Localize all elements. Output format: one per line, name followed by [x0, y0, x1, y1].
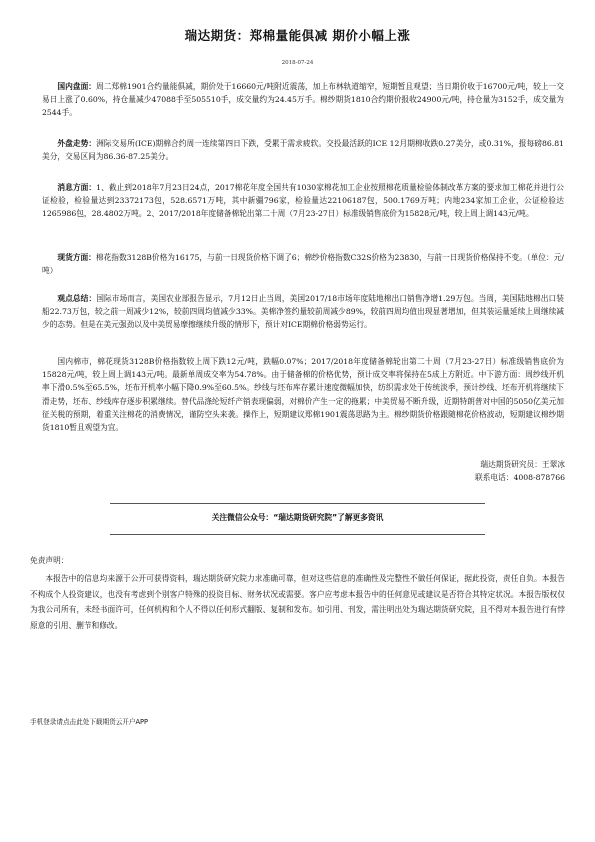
section-label: 观点总结： — [57, 294, 97, 303]
section-label: 国内盘面： — [57, 82, 97, 91]
section-text: 国际市场而言，美国农业部报告显示，7月12日止当周，美国2017/18市场年度陆地棉出口销售净增1.29万包。当周，美国陆地棉出口装船22.73万包，较之前一周减少12%，较前四周均值减少33%。美棉净签约量较前周减少89%，较前四周均值出现显著增加，但其装运量延续上周继续减少的态势。但是在美元强劲以及中美贸易摩擦继续升级的情形下，预计对ICE期棉价格弱势运行。 — [42, 294, 564, 330]
section-label: 外盘走势： — [57, 139, 97, 148]
section-text: 洲际交易所(ICE)期棉合约周一连续第四日下跌，受累于需求疲软。交投最活跃的ICE 12月期棉收跌0.27美分，或0.31%，报每磅86.81美分，交易区间为86.36-87.25美分。 — [42, 139, 564, 162]
divider-bottom — [110, 534, 485, 535]
app-download-link[interactable]: 手机登录请点击此处下载期货云开户APP — [30, 718, 148, 726]
analysis-paragraph: 国内棉市，棉花现货3128B价格指数较上周下跌12元/吨，跌幅0.07%；2017/2018年度储备棉轮出第二十周（7月23-27日）标准级销售底价为15828元/吨，较上周上调143元/吨。最新单周成交率为54.78%。由于储备棉的价格优势，预计成交率将保持在5成上方附近。中下游方面：周纱线开机率下滑0.5%至65.5%，坯布开机率小幅下降0.9%至60.5%。纱线与坯布库存累计速度微幅加快，纺织需求处于传统淡季，预计纱线、坯布开机将继续下滑走势，坯布、纱线库存逐步积累继续。替代品涤纶短纤产销表现偏弱，对棉价产生一定的拖累；中美贸易不断升级，近期特朗普对中国的5050亿美元加征关税的预期，着重关注棉花的消费情况，谨防空头来袭。操作上，短期建议郑棉1901震荡思路为主。棉纱期货价格跟随棉花价格波动，短期建议棉纱期货1810暂且观望为宜。 — [42, 357, 564, 433]
section-text: 1、截止到2018年7月23日24点，2017棉花年度全国共有1030家棉花加工企业按照棉花质量检验体制改革方案的要求加工棉花并进行公证检验，检验量达到23372173包，528.6571万吨，其中新疆796家，检验量达22106187包，500.1769万吨；内地234家加工企业，公证检验达1265986包，28.4802万吨。2、2017/2018年度储备棉轮出第二十周（7月23-27日）标准级销售底价为15828元/吨，较上周上调143元/吨。 — [42, 183, 564, 219]
section-label: 现货方面： — [57, 253, 96, 262]
section-text: 周二郑棉1901合约量能俱减，期价处于16660元/吨附近震荡，加上布林轨道缩窄，短期暂且观望；当日期价收于16700元/吨，较上一交易日上涨了0.60%，持仓量减少47088手至505510手，成交量约为24.45万手。棉纱期货1810合约期价报收24900元/吨，持仓量为3152手，成交量为2544手。 — [42, 82, 564, 118]
researcher-name: 瑞达期货研究员：王翠冰 — [480, 460, 565, 469]
section-news — [42, 181, 564, 221]
disclaimer-heading: 免责声明： — [30, 556, 69, 565]
section-domestic — [42, 80, 564, 120]
contact-phone: 联系电话：4008-878766 — [475, 473, 565, 482]
report-title: 瑞达期货：郑棉量能俱减 期价小幅上涨 — [184, 28, 411, 43]
section-summary — [42, 292, 564, 332]
section-text: 棉花指数3128B价格为16175，与前一日现货价格下调了6；棉纱价格指数C32S价格为23830，与前一日现货价格保持不变。（单位：元/吨） — [42, 253, 564, 276]
section-overseas — [42, 137, 564, 163]
section-label: 消息方面： — [57, 183, 97, 192]
disclaimer-text: 本报告中的信息均来源于公开可获得资料，瑞达期货研究院力求准确可靠，但对这些信息的准确性及完整性不做任何保证，据此投资，责任自负。本报告不构成个人投资建议，也没有考虑到个别客户特殊的投资目标、财务状况或需要。客户应考虑本报告中的任何意见或建议是否符合其特定状况。本报告版权仅为我公司所有，未经书面许可，任何机构和个人不得以任何形式翻版、复制和发布。如引用、刊发，需注明出处为瑞达期货研究院，且不得对本报告进行有悖原意的引用、删节和修改。 — [30, 574, 565, 630]
report-date: 2018-07-24 — [281, 60, 314, 66]
section-spot — [42, 251, 564, 277]
divider-top — [110, 503, 485, 504]
wechat-notice: 关注微信公众号：“瑞达期货研究院”了解更多资讯 — [211, 513, 384, 522]
signature-block — [475, 458, 565, 484]
